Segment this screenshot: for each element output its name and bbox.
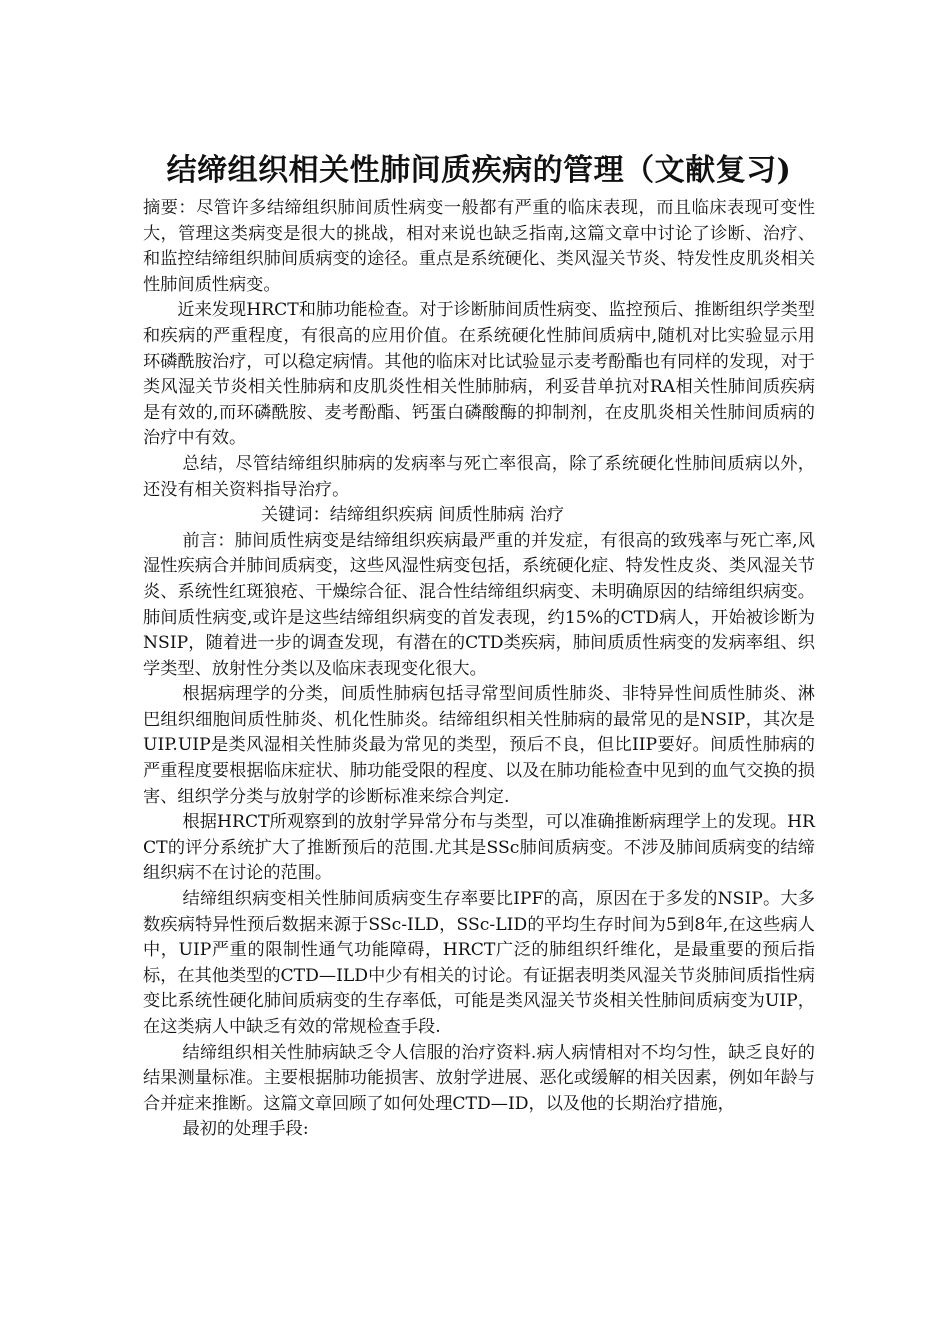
abstract-paragraph: 摘要：尽管许多结缔组织肺间质性病变一般都有严重的临床表现，而且临床表现可变性大，管理这类病变是很大的挑战，相对来说也缺乏指南,这篇文章中讨论了诊断、治疗、和监控结缔组织肺间质病变的途径。重点是系统硬化、类风湿关节炎、特发性皮肌炎相关性肺间质性病变。 <box>143 198 815 295</box>
intro-paragraph: 前言：肺间质性病变是结缔组织疾病最严重的并发症，有很高的致残率与死亡率,风湿性疾病合并肺间质病变，这些风湿性病变包括，系统硬化症、特发性皮炎、类风湿关节炎、系统性红斑狼疮、干燥综合征、混合性结缔组织病变、未明确原因的结缔组织病变。肺间质性病变,或许是这些结缔组织病变的首发表现，约15%的CTD病人，开始被诊断为NSIP，随着进一步的调查发现，有潜在的CTD类疾病，肺间质质性病变的发病率组、织学类型、放射性分类以及临床表现变化很大。 <box>143 530 815 679</box>
document-title: 结缔组织相关性肺间质疾病的管理（文献复习) <box>166 153 792 188</box>
summary-paragraph: 总结，尽管结缔组织肺病的发病率与死亡率很高，除了系统硬化性肺间质病以外，还没有相关资料指导治疗。 <box>143 453 815 500</box>
treatment-paragraph: 结缔组织相关性肺病缺乏令人信服的治疗资料.病人病情相对不均匀性，缺乏良好的结果测量标准。主要根据肺功能损害、放射学进展、恶化或缓解的相关因素，例如年龄与合并症来推断。这篇文章回顾了如何处理CTD—ID，以及他的长期治疗措施， <box>143 1042 815 1114</box>
initial-management-heading: 最初的处理手段: <box>182 1119 309 1140</box>
keywords-line: 关键词：结缔组织疾病 间质性肺病 治疗 <box>261 505 565 526</box>
pathology-paragraph: 根据病理学的分类，间质性肺病包括寻常型间质性肺炎、非特异性间质性肺炎、淋巴组织细胞间质性肺炎、机化性肺炎。结缔组织相关性肺病的最常见的是NSIP，其次是UIP.UIP是类风湿相关性肺炎最为常见的类型，预后不良，但比IIP要好。间质性肺病的严重程度要根据临床症状、肺功能受限的程度、以及在肺功能检查中见到的血气交换的损害、组织学分类与放射学的诊断标准来综合判定. <box>143 684 815 807</box>
radiology-paragraph: 根据HRCT所观察到的放射学异常分布与类型，可以准确推断病理学上的发现。HRCT的评分系统扩大了推断预后的范围.尤其是SSc肺间质病变。不涉及肺间质病变的结缔组织病不在讨论的范围。 <box>143 812 815 884</box>
survival-paragraph: 结缔组织病变相关性肺间质病变生存率要比IPF的高，原因在于多发的NSIP。大多数疾病特异性预后数据来源于SSc-ILD，SSc-LID的平均生存时间为5到8年,在这些病人中，UIP严重的限制性通气功能障碍，HRCT广泛的肺组织纤维化，是最重要的预后指标，在其他类型的CTD—ILD中少有相关的讨论。有证据表明类风湿关节炎肺间质指性病变比系统性硬化肺间质病变的生存率低，可能是类风湿关节炎相关性肺间质病变为UIP，在这类病人中缺乏有效的常规检查手段. <box>143 889 815 1037</box>
document-page <box>143 150 815 1143</box>
hrct-paragraph: 近来发现HRCT和肺功能检查。对于诊断肺间质性病变、监控预后、推断组织学类型和疾病的严重程度，有很高的应用价值。在系统硬化性肺间质病中,随机对比实验显示用环磷酰胺治疗，可以稳定病情。其他的临床对比试验显示麦考酚酯也有同样的发现，对于类风湿关节炎相关性肺病和皮肌炎性相关性肺肺病，利妥昔单抗对RA相关性肺间质疾病是有效的,而环磷酰胺、麦考酚酯、钙蛋白磷酸酶的抑制剂，在皮肌炎相关性肺间质病的治疗中有效。 <box>143 300 815 449</box>
